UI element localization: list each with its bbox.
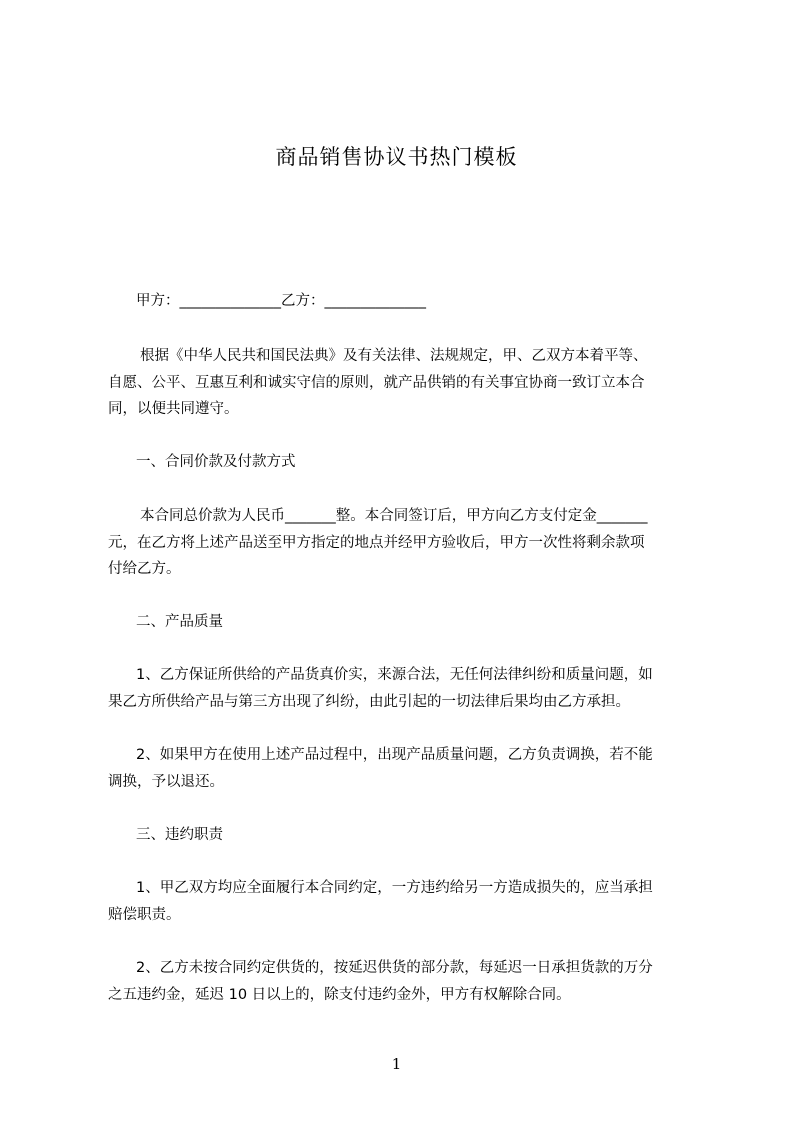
section-2-item-2-line-2: 调换，予以退还。	[108, 774, 224, 790]
section-heading-3: 三、违约职责	[136, 827, 223, 843]
preamble-line-1: 根据《中华人民共和国民法典》及有关法律、法规规定，甲、乙双方本着平等、	[140, 348, 648, 364]
section-heading-1: 一、合同价款及付款方式	[136, 454, 296, 470]
section-3-item-2-line-1: 2、乙方未按合同约定供货的，按延迟供货的部分款，每延迟一日承担货款的万分	[136, 960, 653, 976]
preamble-line-3: 同，以便共同遵守。	[108, 401, 239, 417]
section-heading-2: 二、产品质量	[136, 614, 223, 630]
document-title: 商品销售协议书热门模板	[275, 145, 518, 169]
section-1-line-2: 元，在乙方将上述产品送至甲方指定的地点并经甲方验收后，甲方一次性将剩余款项	[108, 535, 645, 551]
section-3-item-1-line-1: 1、甲乙双方均应全面履行本合同约定，一方违约给另一方造成损失的，应当承担	[136, 880, 653, 896]
page-number: 1	[391, 1055, 402, 1073]
section-3-item-1-line-2: 赔偿职责。	[108, 907, 181, 923]
preamble-line-2: 自愿、公平、互惠互利和诚实守信的原则，就产品供销的有关事宜协商一致订立本合	[108, 375, 645, 391]
section-2-item-1-line-2: 果乙方所供给产品与第三方出现了纠纷，由此引起的一切法律后果均由乙方承担。	[108, 694, 630, 710]
party-line: 甲方：______________乙方：______________	[136, 293, 426, 309]
section-3-item-2-line-2: 之五违约金，延迟 10 日以上的，除支付违约金外，甲方有权解除合同。	[108, 987, 571, 1003]
section-1-line-1: 本合同总价款为人民币_______整。本合同签订后，甲方向乙方支付定金_______	[140, 508, 648, 524]
section-2-item-1-line-1: 1、乙方保证所供给的产品货真价实，来源合法，无任何法律纠纷和质量问题，如	[136, 667, 653, 683]
section-2-item-2-line-1: 2、如果甲方在使用上述产品过程中，出现产品质量问题，乙方负责调换，若不能	[136, 747, 653, 763]
section-1-line-3: 付给乙方。	[108, 561, 181, 577]
